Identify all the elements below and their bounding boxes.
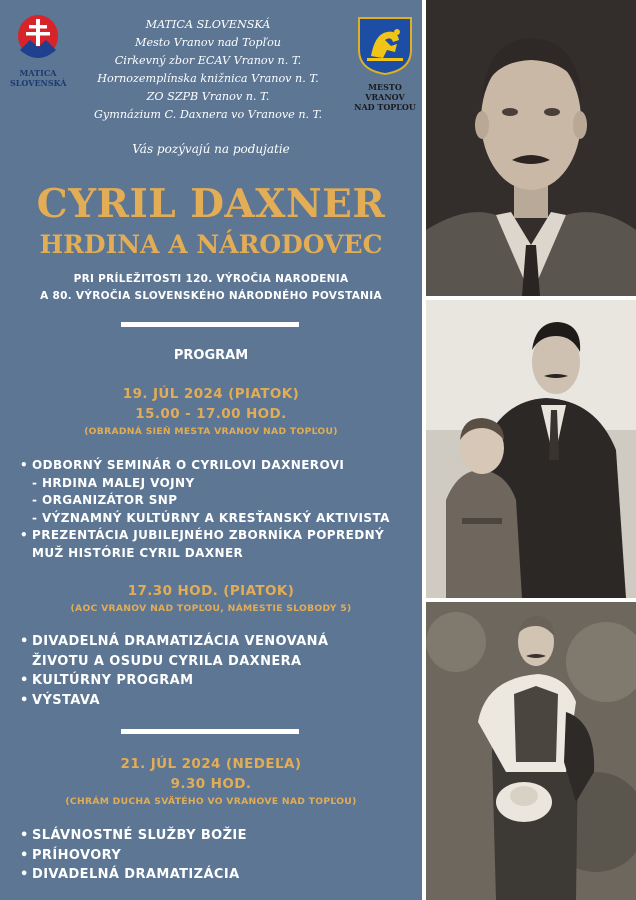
portrait-image: [426, 0, 636, 296]
list-subitem: - HRDINA MALEJ VOJNY: [32, 475, 195, 490]
bullet-icon: •: [20, 458, 29, 472]
list-subitem-text: ORGANIZÁTOR SNP: [41, 493, 178, 507]
divider: [121, 729, 299, 734]
bullet-icon: •: [20, 692, 29, 708]
block-2-time: 17.30 HOD. (PIATOK): [127, 583, 295, 599]
block-1-place: (OBRADNÁ SIEŇ MESTA VRANOV NAD TOPĽOU): [84, 426, 338, 437]
photo-column: [424, 0, 636, 900]
block-3-date: 21. JÚL 2024 (NEDEĽA): [120, 756, 302, 772]
list-item-text: DIVADELNÁ DRAMATIZÁCIA: [32, 867, 240, 882]
list-item-text: PRÍHOVORY: [32, 847, 122, 863]
program-block-2-header: [0, 581, 422, 617]
organizer-line: Hornozemplínska knižnica Vranov n. T.: [97, 72, 319, 85]
right-logo-caption: [350, 82, 420, 112]
organizer-line: Mesto Vranov nad Topľou: [134, 36, 282, 49]
bullet-icon: •: [20, 673, 29, 688]
portrait-photo: [426, 0, 636, 296]
outdoor-image: [426, 602, 636, 900]
block-1-date: 19. JÚL 2024 (PIATOK): [122, 386, 300, 402]
family-photo: [426, 300, 636, 598]
list-item-continuation: MUŽ HISTÓRIE CYRIL DAXNER: [32, 545, 244, 560]
list-item: [20, 527, 420, 545]
organizers-list: [66, 16, 350, 124]
program-block-3-header: [0, 754, 422, 810]
block-2-items: [20, 632, 420, 710]
occasion-line: PRI PRÍLEŽITOSTI 120. VÝROČIA NARODENIA: [73, 273, 349, 285]
list-subitem-text: VÝZNAMNÝ KULTÚRNY A KRESŤANSKÝ AKTIVISTA: [41, 510, 390, 525]
bullet-icon: •: [20, 634, 29, 649]
occasion-text: [0, 271, 422, 305]
right-logo-caption-line: VRANOV: [365, 92, 405, 102]
list-item-text: ODBORNÝ SEMINÁR O CYRILOVI DAXNEROVI: [32, 458, 345, 472]
organizer-line: Gymnázium C. Daxnera vo Vranove n. T.: [93, 108, 323, 121]
divider: [121, 322, 299, 327]
program-heading: PROGRAM: [173, 348, 249, 363]
list-item: [20, 632, 420, 652]
list-item-text: VÝSTAVA: [32, 692, 100, 708]
list-item-text: SLÁVNOSTNÉ SLUŽBY BOŽIE: [32, 828, 247, 843]
program-block-1-header: [0, 384, 422, 440]
list-item: [20, 846, 420, 866]
occasion-line: A 80. VÝROČIA SLOVENSKÉHO NÁRODNÉHO POVSTANIA: [40, 290, 382, 302]
block-3-place: (CHRÁM DUCHA SVÄTÉHO VO VRANOVE NAD TOPĽOU): [65, 796, 357, 807]
list-subitem: - ORGANIZÁTOR SNP: [32, 493, 178, 507]
list-item-text: DIVADELNÁ DRAMATIZÁCIA VENOVANÁ: [32, 634, 329, 649]
block-3-items: [20, 826, 420, 885]
block-1-items: [20, 457, 420, 562]
bullet-icon: •: [20, 528, 29, 542]
left-logo-caption: [10, 68, 66, 88]
list-subitem-text: HRDINA MALEJ VOJNY: [41, 475, 195, 490]
list-item-text: PREZENTÁCIA JUBILEJNÉHO ZBORNÍKA POPREDNÝ: [32, 528, 385, 542]
list-item: [20, 691, 420, 711]
vranov-coat-of-arms: [350, 16, 420, 112]
organizer-line: Cirkevný zbor ECAV Vranov n. T.: [114, 54, 302, 67]
organizer-line: ZO SZPB Vranov n. T.: [146, 90, 270, 103]
list-item: [20, 826, 420, 846]
event-title: CYRIL DAXNER: [36, 181, 386, 227]
coat-of-arms-icon: [357, 16, 413, 76]
organizer-line: MATICA SLOVENSKÁ: [145, 18, 271, 31]
list-item: [20, 457, 420, 475]
block-1-time: 15.00 - 17.00 HOD.: [135, 406, 287, 422]
block-3-time: 9.30 HOD.: [170, 776, 252, 792]
event-subtitle-title: HRDINA A NÁRODOVEC: [39, 230, 383, 259]
right-logo-caption-line: NAD TOPĽOU: [354, 102, 416, 112]
list-subitem: - VÝZNAMNÝ KULTÚRNY A KRESŤANSKÝ AKTIVISTA: [32, 510, 390, 525]
matica-slovenska-logo: [10, 14, 66, 88]
matica-emblem-icon: [16, 14, 60, 64]
list-item: [20, 865, 420, 885]
left-logo-caption-line: MATICA: [19, 68, 57, 78]
list-item: [20, 671, 420, 691]
bullet-icon: •: [20, 867, 29, 882]
bullet-icon: •: [20, 828, 29, 843]
bullet-icon: •: [20, 847, 29, 863]
right-logo-caption-line: MESTO: [368, 82, 402, 92]
invitation-line: Vás pozývajú na podujatie: [132, 142, 290, 156]
list-item-continuation: ŽIVOTU A OSUDU CYRILA DAXNERA: [32, 653, 302, 669]
outdoor-photo: [426, 602, 636, 900]
list-item-text: KULTÚRNY PROGRAM: [32, 673, 194, 688]
block-2-place: (AOC VRANOV NAD TOPĽOU, NÁMESTIE SLOBODY 5): [70, 603, 352, 614]
family-image: [426, 300, 636, 598]
left-logo-caption-line: SLOVENSKÁ: [10, 78, 67, 88]
